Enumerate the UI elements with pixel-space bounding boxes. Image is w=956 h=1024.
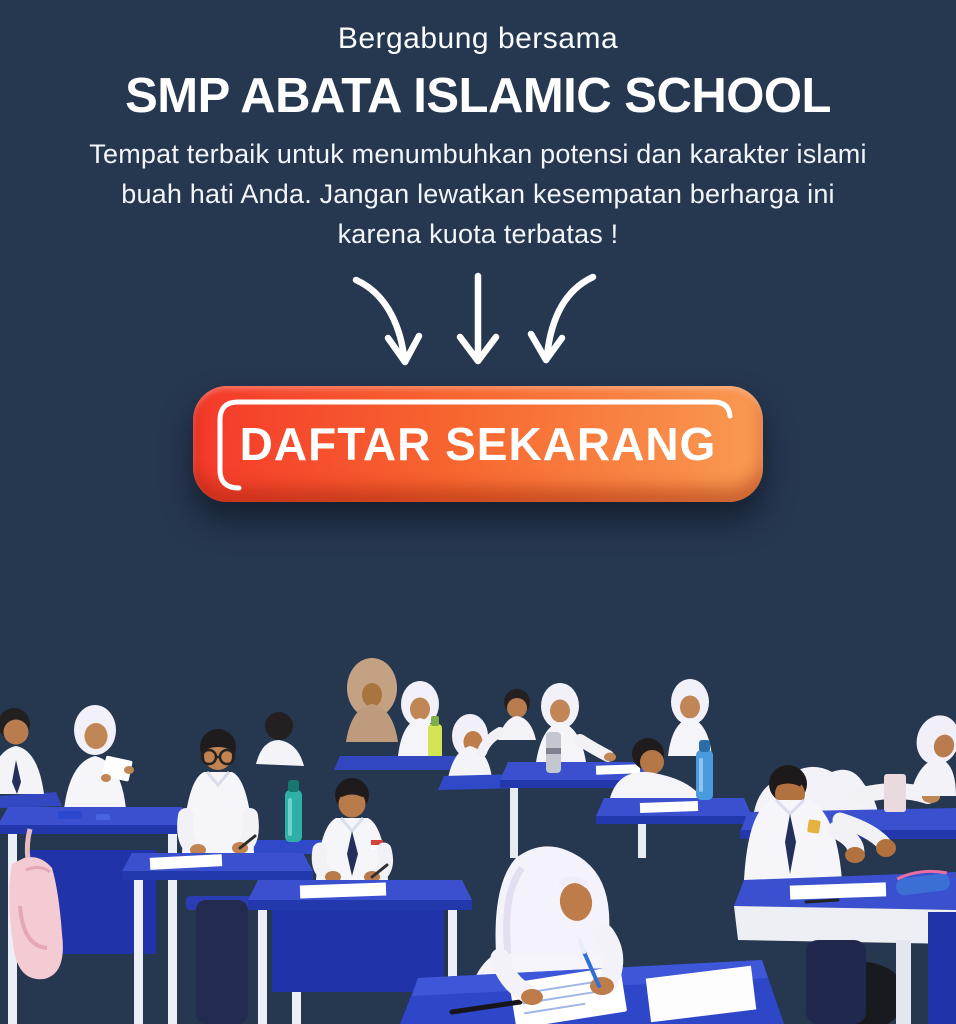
- description-line-2: buah hati Anda. Jangan lewatkan kesempatan berharga ini: [121, 179, 835, 209]
- cta-label: DAFTAR SEKARANG: [239, 418, 717, 470]
- page-title: SMP ABATA ISLAMIC SCHOOL: [125, 69, 831, 123]
- description-line-3: karena kuota terbatas !: [337, 219, 619, 249]
- pink-cup: [884, 774, 906, 812]
- student-hijab-upper-right: [910, 710, 956, 796]
- student-hijab-reading: [64, 705, 134, 809]
- student-hijab-foreground: [400, 846, 784, 1024]
- classroom-photo: [0, 644, 956, 1024]
- kicker-text: Bergabung bersama: [337, 22, 619, 55]
- student-tan-hijab: [346, 658, 398, 742]
- student-boy-left-edge: [0, 708, 62, 808]
- description: [0, 134, 956, 254]
- student-boy-glasses: [182, 729, 255, 856]
- description-line-1: Tempat terbaik untuk menumbuhkan potensi dan karakter islami: [89, 139, 867, 169]
- down-arrows-icon: [343, 270, 613, 370]
- hero-section: [0, 0, 956, 254]
- blue-bottle: [696, 750, 713, 800]
- student-boy-tie: [316, 778, 388, 883]
- teal-bottle: [285, 790, 302, 842]
- lime-bottle: [428, 724, 442, 760]
- daftar-sekarang-button[interactable]: [193, 386, 763, 502]
- student-boy-reclining: [482, 689, 536, 752]
